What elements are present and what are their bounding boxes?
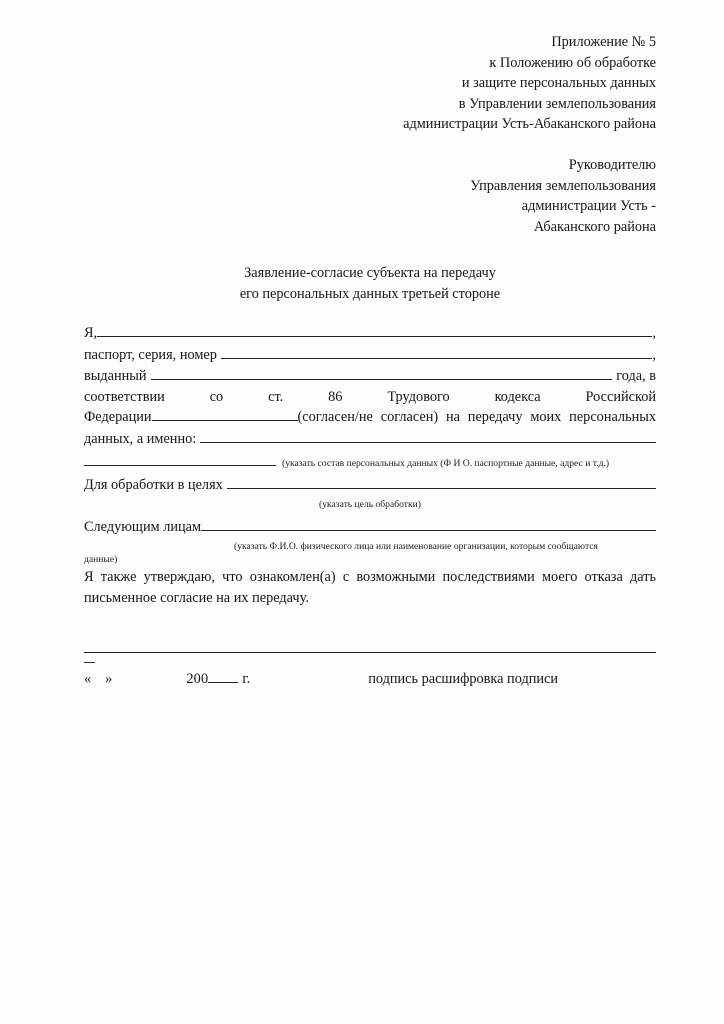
document-title-line-1: Заявление-согласие субъекта на передачу [244,265,496,282]
appendix-line-4: в Управлении землепользования [458,95,656,112]
hint-persons-line-2: данные) [84,554,118,566]
fullname-label: Я, [84,325,98,342]
field-row-issued [84,365,656,387]
passport-trailing-comma: , [652,346,656,363]
hint-purpose: (указать цель обработки) [319,498,421,510]
passport-input-line[interactable] [221,344,653,359]
addressee-block [84,155,656,237]
appendix-reference-block [84,32,656,135]
field-row-persons [84,516,656,538]
appendix-line-1: Приложение № 5 [551,34,656,50]
data-namely-input-line[interactable] [200,428,656,443]
document-title [84,263,656,305]
issued-input-line[interactable] [151,365,613,380]
document-sheet [84,0,656,690]
signature-rule [84,652,656,653]
year-prefix: 200 [186,671,209,688]
hint-persons-line-1: (указать Ф.И.О. физического лица или наименование организации, которым сообщаются [234,541,598,553]
field-row-passport [84,344,656,366]
appendix-line-3: и защите персональных данных [461,75,656,92]
passport-label: паспорт, серия, номер [84,346,217,363]
hint-data-composition: (указать состав персональных данных (Ф И О. паспортные данные, адрес и т.д.) [282,458,610,470]
year-input-line[interactable] [208,670,238,683]
addressee-line-2: Управления землепользования [470,177,656,194]
consent-text: (согласен/не согласен) на передачу моих персональных [297,409,656,426]
addressee-line-3: администрации Усть - [521,198,656,215]
appendix-line-2: к Положению об обработке [489,54,656,71]
federation-consent-row [84,407,656,428]
signature-dash-mark [84,662,95,663]
addressee-line-4: Абаканского района [533,218,656,235]
appendix-line-5: администрации Усть-Абаканского района [403,116,656,133]
issued-label: выданный [84,368,147,385]
federation-label: Федерации [84,409,152,426]
document-title-line-2: его персональных данных третьей стороне [239,286,501,303]
date-quote-open: « [84,671,92,688]
data-namely-input-line-2[interactable] [84,452,276,466]
signature-date-row [84,669,656,690]
field-row-data-namely [84,428,656,450]
statute-paragraph: соответствии со ст. 86 Трудового кодекса Российской [84,388,656,405]
fullname-trailing-comma: , [652,325,656,342]
addressee-line-1: Руководителю [568,156,656,173]
purpose-input-line[interactable] [227,474,656,489]
field-row-data-namely-continuation [84,452,656,470]
field-row-fullname [84,322,656,344]
date-quote-close: » [105,671,113,688]
issued-trailing-text: года, в [616,368,656,385]
persons-input-line[interactable] [201,516,656,531]
purpose-label: Для обработки в целях [84,477,223,494]
signature-caption: подпись расшифровка подписи [368,671,559,688]
federation-input-line[interactable] [152,407,298,421]
year-suffix: г. [242,671,251,688]
field-row-purpose [84,474,656,496]
document-body [84,322,656,690]
persons-label: Следующим лицам [84,518,202,535]
data-namely-label: данных, а именно: [84,430,197,447]
fullname-input-line[interactable] [97,322,652,337]
closing-paragraph: Я также утверждаю, что ознакомлен(а) с возможными последствиями моего отказа дать письменное согласие на их передачу. [84,569,656,606]
